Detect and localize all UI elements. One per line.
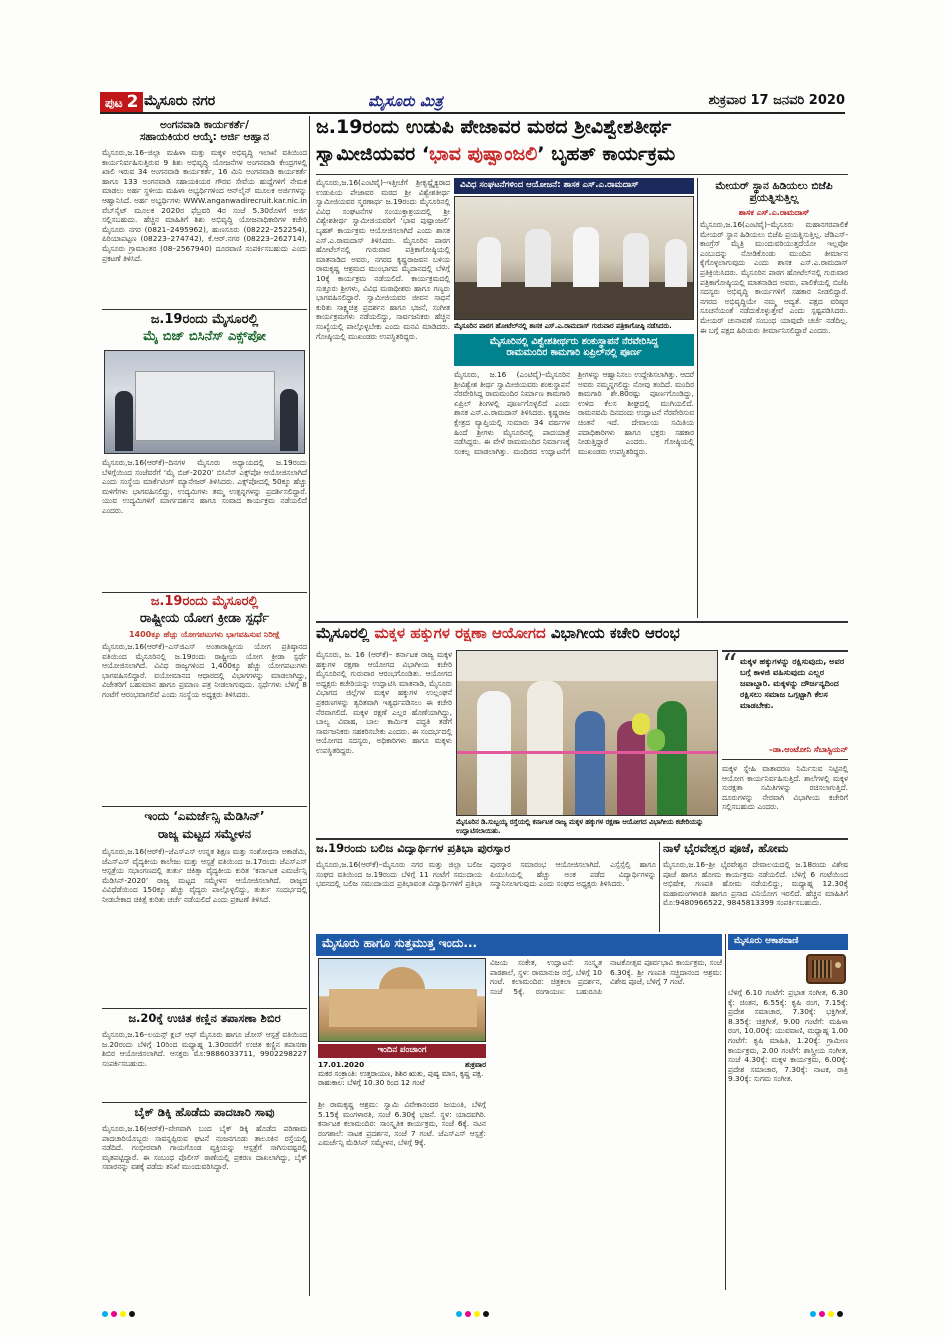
lead-headline-part: ’ ಬೃಹತ್ ಕಾರ್ಯಕ್ರಮ xyxy=(537,144,676,165)
person-figure xyxy=(573,227,599,287)
quote-author: –ಡಾ.ಆಂಟೋನಿ ಸೆಬಾಸ್ಟಿಯನ್ xyxy=(768,744,848,754)
child-figure xyxy=(575,711,605,816)
rama-body: ಮೈಸೂರು, ಜ.16 (ಎಂಟಿವೈ)–ಮೈಸೂರಿನ ಶ್ರೀವಿಶ್ವೇಶ ತೀರ್ಥ ಸ್ವಾಮೀಜಿಯವರು ಶಂಕುಸ್ಥಾಪನೆ ನೆರವೇರಿಸಿದ್ದ ರಾಮಮಂದಿರ ನಿರ್ಮಾಣ ಕಾಮಗಾರಿ ಏಪ್ರಿಲ್ ತಿಂಗಳಲ್ಲಿ ಪೂರ್ಣಗೊಳ್ಳಲಿದೆ ಎಂದು ಶಾಸಕ ಎಸ್.ಎ.ರಾಮದಾಸ್ ತಿಳಿಸಿದರು. ಕೃಷ್ಣರಾಜ ಕ್ಷೇತ್ರದ ವ್ಯಾಪ್ತಿಯಲ್ಲಿ ಸುಮಾರು 34 ವರ್ಷಗಳ ಹಿಂದೆ ಶ್ರೀಗಳು ಮೈಸೂರಿನಲ್ಲಿ ಪಾದಯಾತ್ರೆ ನಡೆಸಿದ್ದರು. ಈ ವೇಳೆ ರಾಮಮಂದಿರ ನಿರ್ಮಾಣಕ್ಕೆ ಸಂಕಲ್ಪ ಮಾಡಲಾಗಿತ್ತು. ಮಂದಿರದ ಉದ್ಘಾಟನೆಗೆ ಶ್ರೀಗಳನ್ನು ಆಹ್ವಾನಿಸಲು ಉದ್ದೇಶಿಸಲಾಗಿತ್ತು. ಆದರೆ ಅವರು ನಮ್ಮನ್ನಗಲಿದ್ದು ನೋವು ತಂದಿದೆ. ಮಂದಿರ ಕಾಮಗಾರಿ ಶೇ.80ರಷ್ಟು ಪೂರ್ಣಗೊಂಡಿದ್ದು, ಉಳಿದ ಕೆಲಸ ಶೀಘ್ರದಲ್ಲಿ ಮುಗಿಯಲಿದೆ. ರಾಮನವಮಿ ದಿನದಂದು ಉದ್ಘಾಟನೆ ನೆರವೇರಿಸುವ ಚಿಂತನೆ ಇದೆ. ದೇವಾಲಯ ಸಮಿತಿಯ ಪದಾಧಿಕಾರಿಗಳು ಹಾಗೂ ಭಕ್ತರು ಸಹಕಾರ ನೀಡುತ್ತಿದ್ದಾರೆ ಎಂದರು. ಗೋಷ್ಠಿಯಲ್ಲಿ ಮುಖಂಡರು ಉಪಸ್ಥಿತರಿದ್ದರು. xyxy=(454,370,694,456)
radio-knob-icon xyxy=(835,962,841,968)
black-dot xyxy=(483,1311,489,1317)
rama-headline xyxy=(454,334,694,366)
yellow-dot xyxy=(120,1311,126,1317)
column-divider xyxy=(697,178,698,618)
panchanga-text: ಮಕರ ಸಂಕ್ರಾಂತಿ: ಉತ್ತರಾಯಣ, ಶಿಶಿರ ಋತು, ಪುಷ್ಯ ಮಾಸ, ಕೃಷ್ಣ ಪಕ್ಷ. ರಾಹುಕಾಲ: ಬೆಳಿಗ್ಗೆ 10.30 ರಿಂದ 12 ಗಂಟೆ xyxy=(318,1069,484,1087)
cyan-dot xyxy=(810,1311,816,1317)
mysore-palace-photo xyxy=(318,958,486,1042)
lead-headline-highlight: ಭಾವ ಪುಷ್ಪಾಂಜಲಿ xyxy=(429,144,538,165)
masthead xyxy=(100,92,845,114)
yoga-headline-line1: ಜ.19ರಂದು ಮೈಸೂರಲ್ಲಿ xyxy=(150,595,259,609)
balloon-figure xyxy=(632,713,650,735)
panchanga-day: ಶುಕ್ರವಾರ xyxy=(464,1060,486,1069)
person-figure xyxy=(623,233,649,287)
press-meet-caption: ಮೈಸೂರಿನ ಪಾಠಗ ಹೋಟೆಲ್‌ನಲ್ಲಿ ಶಾಸಕ ಎಸ್.ಎ.ರಾಮದಾಸ್ ಗುರುವಾರ ಪತ್ರಿಕಾಗೋಷ್ಠಿ ನಡೆಸಿದರು. xyxy=(454,322,672,330)
divider xyxy=(102,806,307,807)
today-banner: ಮೈಸೂರು ಹಾಗೂ ಸುತ್ತಮುತ್ತ ಇಂದು... xyxy=(316,934,722,956)
divider xyxy=(102,309,307,310)
bhairaveshwara-body: ಮೈಸೂರು,ಜ.16–ಶ್ರೀ ಭೈರವೇಶ್ವರ ದೇವಾಲಯದಲ್ಲಿ ಜ.18ರಂದು ವಿಶೇಷ ಪೂಜೆ ಹಾಗೂ ಹೋಮ ಕಾರ್ಯಕ್ರಮ ನಡೆಯಲಿದೆ. ಬೆಳಿಗ್ಗೆ 6 ಗಂಟೆಯಿಂದ ಅಭಿಷೇಕ, ಗಣಪತಿ ಹೋಮ ನಡೆಯಲಿದ್ದು, ಮಧ್ಯಾಹ್ನ 12.30ಕ್ಕೆ ಮಹಾಮಂಗಳಾರತಿ ಹಾಗೂ ಪ್ರಸಾದ ವಿನಿಯೋಗ ಇರಲಿದೆ. ಹೆಚ್ಚಿನ ಮಾಹಿತಿಗೆ ಮೊ:9480966522, 9845813399 ಸಂಪರ್ಕಿಸಬಹುದು. xyxy=(663,860,848,908)
magenta-dot xyxy=(111,1311,117,1317)
page-label: ಪುಟ xyxy=(105,96,123,110)
lead-headline-line1: ಜ.19ರಂದು ಉಡುಪಿ ಪೇಜಾವರ ಮಠದ ಶ್ರೀವಿಶ್ವೇಶತೀರ್ಥ xyxy=(316,117,672,138)
child-figure xyxy=(657,701,687,816)
today-col2: ವಿಜಯ ಸಂಕೇತ, ಉದ್ಘಾಟನೆ: ಸಂಸ್ಕೃತ ಪಾಠಶಾಲೆ, ಸ್ಥಳ: ರಾಮಾನುಜ ರಸ್ತೆ, ಬೆಳಿಗ್ಗೆ 10 ಗಂಟೆ. ಕಲಾಮಂದಿರ: ಚಿತ್ರಕಲಾ ಪ್ರದರ್ಶನ, ಸಂಜೆ 5ಕ್ಕೆ. ರಂಗಾಯಣ: ಬಹುರೂಪಿ ನಾಟಕೋತ್ಸವ ಪೂರ್ವಭಾವಿ ಕಾರ್ಯಕ್ರಮ, ಸಂಜೆ 6.30ಕ್ಕೆ. ಶ್ರೀ ಗಣಪತಿ ಸಚ್ಚಿದಾನಂದ ಆಶ್ರಮ: ವಿಶೇಷ ಪೂಜೆ, ಬೆಳಿಗ್ಗೆ 7 ಗಂಟೆ. xyxy=(490,958,722,996)
divider xyxy=(102,1102,307,1103)
page-badge xyxy=(100,92,143,112)
person-figure xyxy=(280,389,298,451)
eyecamp-body: ಮೈಸೂರು,ಜ.16–ಲಯನ್ಸ್ ಕ್ಲಬ್ ಆಫ್ ಮೈಸೂರು ಹಾಗೂ ಜೋಸ್ ಆಸ್ಪತ್ರೆ ವತಿಯಿಂದ ಜ.20ರಂದು ಬೆಳಿಗ್ಗೆ 10ರಿಂದ ಮಧ್ಯಾಹ್ನ 1.30ರವರೆಗೆ ಉಚಿತ ಕಣ್ಣಿನ ತಪಾಸಣಾ ಶಿಬಿರ ಆಯೋಜಿಸಲಾಗಿದೆ. ಆಸಕ್ತರು ಮೊ:9886033711, 9902298227 ಸಂಪರ್ಕಿಸಬಹುದು. xyxy=(102,1030,307,1068)
rama-headline-line2: ರಾಮಮಂದಿರ ಕಾಮಗಾರಿ ಏಪ್ರಿಲ್‌ನಲ್ಲಿ ಪೂರ್ಣ xyxy=(506,347,642,359)
section-title: ಮೈಸೂರು ನಗರ xyxy=(144,93,216,109)
yellow-dot xyxy=(828,1311,834,1317)
expo-photo xyxy=(104,350,305,454)
children-headline-highlight: ಮಕ್ಕಳ ಹಕ್ಕುಗಳ ರಕ್ಷಣಾ ಆಯೋಗದ xyxy=(374,625,546,642)
person-figure xyxy=(525,229,551,287)
divider xyxy=(316,621,848,623)
divider xyxy=(316,838,848,840)
panchanga-title: ಇಂದಿನ ಪಂಚಾಂಗ xyxy=(318,1044,486,1058)
panchanga-date: 17.01.2020 xyxy=(318,1060,365,1069)
medicine-headline-line2: ರಾಜ್ಯ ಮಟ್ಟದ ಸಮ್ಮೇಳನ xyxy=(157,828,252,841)
radio-icon xyxy=(806,954,846,984)
bhairaveshwara-headline: ನಾಳೆ ಭೈರವೇಶ್ವರ ಪೂಜೆ, ಹೋಮ xyxy=(663,842,789,855)
medicine-body: ಮೈಸೂರು,ಜ.16(ಆರ್‌ಕೆ)–ಜೆಎಸ್‌ಎಸ್ ಉನ್ನತ ಶಿಕ್ಷಣ ಮತ್ತು ಸಂಶೋಧನಾ ಅಕಾಡೆಮಿ, ಜೆಎಸ್‌ಎಸ್ ವೈದ್ಯಕೀಯ ಕಾಲೇಜು ಮತ್ತು ಆಸ್ಪತ್ರೆ ವತಿಯಿಂದ ಜ.17ರಂದು ಜೆಎಸ್‌ಎಸ್ ಆಸ್ಪತ್ರೆಯ ಸಭಾಂಗಣದಲ್ಲಿ ತುರ್ತು ಚಿಕಿತ್ಸಾ ವೈದ್ಯಕೀಯ ಕುರಿತ ‘ಕರ್ನಾಟಕ ಎಮರ್ಜೆನ್ಸಿ ಮೆಡಿಸಿನ್-2020’ ರಾಜ್ಯ ಮಟ್ಟದ ಸಮ್ಮೇಳನ ಆಯೋಜಿಸಲಾಗಿದೆ. ರಾಜ್ಯದ ವಿವಿಧೆಡೆಯಿಂದ 150ಕ್ಕೂ ಹೆಚ್ಚು ವೈದ್ಯರು ಪಾಲ್ಗೊಳ್ಳಲಿದ್ದು, ತುರ್ತು ಸಂದರ್ಭದಲ್ಲಿ ನೀಡಬೇಕಾದ ಚಿಕಿತ್ಸೆ ಕುರಿತು ಚರ್ಚೆ ನಡೆಯಲಿದೆ ಎಂದು ಪ್ರಕಟಣೆ ತಿಳಿಸಿದೆ. xyxy=(102,847,307,904)
ribbon-figure xyxy=(457,751,718,754)
inauguration-caption: ಮೈಸೂರಿನ ಡಿ.ಸುಬ್ಬಯ್ಯ ರಸ್ತೆಯಲ್ಲಿ ಕರ್ನಾಟಕ ರಾಜ್ಯ ಮಕ್ಕಳ ಹಕ್ಕುಗಳ ರಕ್ಷಣಾ ಆಯೋಗದ ವಿಭಾಗೀಯ ಕಚೇರಿಯನ್ನು ಉದ್ಘಾಟಿಸಲಾಯಿತು. xyxy=(456,818,704,835)
black-dot xyxy=(837,1311,843,1317)
eyecamp-headline: ಜ.20ಕ್ಕೆ ಉಚಿತ ಕಣ್ಣಿನ ತಪಾಸಣಾ ಶಿಬಿರ xyxy=(128,1012,281,1025)
press-meet-photo xyxy=(454,196,694,320)
expo-body: ಮೈಸೂರು,ಜ.16(ಆರ್‌ಕೆ)–ದಿನಗಳ ಮೈಸೂರು ಅಧ್ಯಾಯದಲ್ಲಿ ಜ.19ರಂದು ಬೆಳಿಗ್ಗೆಯಿಂದ ಸಂಜೆವರೆಗೆ ‘ಮೈ ಬಿಜ್-2020’ ಬಿಸಿನೆಸ್ ಎಕ್ಸ್‌ಪೋ ಆಯೋಜಿಸಲಾಗಿದೆ ಎಂದು ಸಂಸ್ಥೆಯ ಮಾರ್ಕೆಟಿಂಗ್ ಮ್ಯಾನೇಜರ್ ತಿಳಿಸಿದರು. ಎಕ್ಸ್‌ಪೋದಲ್ಲಿ 50ಕ್ಕೂ ಹೆಚ್ಚು ಮಳಿಗೆಗಳು ಭಾಗವಹಿಸಲಿದ್ದು, ಉದ್ಯಮಿಗಳು ತಮ್ಮ ಉತ್ಪನ್ನಗಳನ್ನು ಪ್ರದರ್ಶಿಸಲಿದ್ದಾರೆ. ಯುವ ಉದ್ಯಮಿಗಳಿಗೆ ಮಾರ್ಗದರ್ಶನ ಹಾಗೂ ಸಂವಾದ ಕಾರ್ಯಕ್ರಮ ನಡೆಯಲಿದೆ ಎಂದರು. xyxy=(102,458,307,515)
person-figure xyxy=(115,391,133,451)
column-divider xyxy=(309,116,310,1296)
expo-poster xyxy=(135,371,275,441)
mayor-body: ಮೈಸೂರು,ಜ.16(ಎಂಟಿವೈ)–ಮೈಸೂರು ಮಹಾನಗರಪಾಲಿಕೆ ಮೇಯರ್ ಸ್ಥಾನ ಹಿಡಿಯಲು ಬಿಜೆಪಿ ಪ್ರಯತ್ನಿಸುತ್ತಿಲ್ಲ. ಜೆಡಿಎಸ್-ಕಾಂಗ್ರೆಸ್ ಮೈತ್ರಿ ಮುಂದುವರಿಯುತ್ತದೆಯೋ ಇಲ್ಲವೋ ಎಂಬುದನ್ನು ನೋಡಿಕೊಂಡು ಮುಂದಿನ ತೀರ್ಮಾನ ಕೈಗೊಳ್ಳಲಾಗುವುದು ಎಂದು ಶಾಸಕ ಎಸ್.ಎ.ರಾಮದಾಸ್ ಪ್ರತಿಕ್ರಿಯಿಸಿದರು. ಮೈಸೂರಿನ ಪಾಠಗ ಹೋಟೆಲ್‌ನಲ್ಲಿ ಗುರುವಾರ ಪತ್ರಿಕಾಗೋಷ್ಠಿಯಲ್ಲಿ ಮಾತನಾಡಿದ ಅವರು, ಪಾಲಿಕೆಯಲ್ಲಿ ಬಿಜೆಪಿ ಸದಸ್ಯರು ಅಭಿವೃದ್ಧಿ ಕಾರ್ಯಗಳಿಗೆ ಸಹಕಾರ ನೀಡಲಿದ್ದಾರೆ. ನಗರದ ಅಭಿವೃದ್ಧಿಯೇ ನಮ್ಮ ಆದ್ಯತೆ. ಪಕ್ಷದ ವರಿಷ್ಠರ ಸೂಚನೆಯಂತೆ ನಡೆದುಕೊಳ್ಳುತ್ತೇವೆ ಎಂದು ಸ್ಪಷ್ಟಪಡಿಸಿದರು. ಮೇಯರ್ ಚುನಾವಣೆ ಸಂಬಂಧ ಯಾವುದೇ ಚರ್ಚೆ ನಡೆದಿಲ್ಲ. ಈ ಬಗ್ಗೆ ಪಕ್ಷದ ಹಿರಿಯರು ತೀರ್ಮಾನಿಸಲಿದ್ದಾರೆ ಎಂದರು. xyxy=(700,220,848,335)
panchanga-box xyxy=(318,1060,486,1098)
yoga-body: ಮೈಸೂರು,ಜ.16(ಆರ್‌ಕೆ)–ಎಸ್‌ಜಿಎಸ್ ಅಂತಾರಾಷ್ಟ್ರೀಯ ಯೋಗ ಪ್ರತಿಷ್ಠಾನದ ವತಿಯಿಂದ ಮೈಸೂರಿನಲ್ಲಿ ಜ.19ರಂದು ರಾಷ್ಟ್ರೀಯ ಯೋಗ ಕ್ರೀಡಾ ಸ್ಪರ್ಧೆ ಆಯೋಜಿಸಲಾಗಿದೆ. ವಿವಿಧ ರಾಜ್ಯಗಳಿಂದ 1,400ಕ್ಕೂ ಹೆಚ್ಚು ಯೋಗಪಟುಗಳು ಭಾಗವಹಿಸಲಿದ್ದಾರೆ. ವಯೋಮಾನದ ಆಧಾರದಲ್ಲಿ ವಿಭಾಗಗಳನ್ನು ಮಾಡಲಾಗಿದ್ದು, ವಿಜೇತರಿಗೆ ಬಹುಮಾನ ಹಾಗೂ ಪ್ರಮಾಣ ಪತ್ರ ನೀಡಲಾಗುವುದು. ಸ್ಪರ್ಧೆಗಳು ಬೆಳಿಗ್ಗೆ 8 ಗಂಟೆಗೆ ಆರಂಭವಾಗಲಿವೆ ಎಂದು ಸಂಸ್ಥೆಯ ಅಧ್ಯಕ್ಷರು ತಿಳಿಸಿದರು. xyxy=(102,642,307,699)
radio-body: ಬೆಳಿಗ್ಗೆ 6.10 ಗಂಟೆಗೆ: ಪ್ರಭಾತ ಸಂಗೀತ, 6.30 ಕ್ಕೆ: ಚಿಂತನ, 6.55ಕ್ಕೆ: ಕೃಷಿ ರಂಗ, 7.15ಕ್ಕೆ: ಪ್ರದೇಶ ಸಮಾಚಾರ, 7.30ಕ್ಕೆ: ಭಕ್ತಿಗೀತೆ, 8.35ಕ್ಕೆ: ಚಿತ್ರಗೀತೆ, 9.00 ಗಂಟೆಗೆ: ಮಹಿಳಾ ರಂಗ, 10.00ಕ್ಕೆ: ಯುವವಾಣಿ, ಮಧ್ಯಾಹ್ನ 1.00 ಗಂಟೆಗೆ: ಕೃಷಿ ಮಾಹಿತಿ, 1.20ಕ್ಕೆ: ಗ್ರಾಮೀಣ ಕಾರ್ಯಕ್ರಮ, 2.00 ಗಂಟೆಗೆ: ಶಾಸ್ತ್ರೀಯ ಸಂಗೀತ, ಸಂಜೆ 4.30ಕ್ಕೆ: ಮಕ್ಕಳ ಕಾರ್ಯಕ್ರಮ, 6.00ಕ್ಕೆ: ಪ್ರದೇಶ ಸಮಾಚಾರ, 7.30ಕ್ಕೆ: ನಾಟಕ, ರಾತ್ರಿ 9.30ಕ್ಕೆ: ಸುಗಮ ಸಂಗೀತ. xyxy=(728,988,848,1084)
lead-headline-line2 xyxy=(316,144,848,166)
page-number: 2 xyxy=(126,92,139,112)
lead-body: ಮೈಸೂರು,ಜ.16(ಎಂಟಿವೈ)–ಇತ್ತೀಚೆಗೆ ಶ್ರೀಕೃಷ್ಣೈಕ್ಯರಾದ ಉಡುಪಿಯ ಪೇಜಾವರ ಮಠದ ಶ್ರೀ ವಿಶ್ವೇಶತೀರ್ಥ ಸ್ವಾಮೀಜಿಯವರ ಸ್ಮರಣಾರ್ಥ ಜ.19ರಂದು ಮೈಸೂರಿನಲ್ಲಿ ವಿವಿಧ ಸಂಘಟನೆಗಳ ಸಂಯುಕ್ತಾಶ್ರಯದಲ್ಲಿ ಶ್ರೀ ವಿಶ್ವೇಶತೀರ್ಥ ಸ್ವಾಮೀಜಿಯವರಿಗೆ ‘ಭಾವ ಪುಷ್ಪಾಂಜಲಿ’ ಬೃಹತ್ ಕಾರ್ಯಕ್ರಮ ಆಯೋಜಿಸಲಾಗಿದೆ ಎಂದು ಶಾಸಕ ಎಸ್.ಎ.ರಾಮದಾಸ್ ತಿಳಿಸಿದರು. ಮೈಸೂರಿನ ಪಾಠಗ ಹೋಟೆಲ್‌ನಲ್ಲಿ ಗುರುವಾರ ಪತ್ರಿಕಾಗೋಷ್ಠಿಯಲ್ಲಿ ಮಾತನಾಡಿದ ಅವರು, ನಗರದ ಕೃಷ್ಣರಾಜವನ ಬಳಿಯ ರಾಮಕೃಷ್ಣ ಆಶ್ರಮದ ಮುಂಭಾಗದ ಮೈದಾನದಲ್ಲಿ ಬೆಳಿಗ್ಗೆ 10ಕ್ಕೆ ಕಾರ್ಯಕ್ರಮ ನಡೆಯಲಿದೆ. ಕಾರ್ಯಕ್ರಮದಲ್ಲಿ ಸುತ್ತೂರು ಶ್ರೀಗಳು, ವಿವಿಧ ಮಠಾಧೀಶರು ಹಾಗೂ ಗಣ್ಯರು ಭಾಗವಹಿಸಲಿದ್ದಾರೆ. ಸ್ವಾಮೀಜಿಯವರ ಜೀವನ ಸಾಧನೆ ಕುರಿತು ಸಾಕ್ಷ್ಯಚಿತ್ರ ಪ್ರದರ್ಶನ ಹಾಗೂ ಭಜನೆ, ಸಂಗೀತ ಕಾರ್ಯಕ್ರಮಗಳು ನಡೆಯಲಿದ್ದು, ಸಾರ್ವಜನಿಕರು ಹೆಚ್ಚಿನ ಸಂಖ್ಯೆಯಲ್ಲಿ ಪಾಲ್ಗೊಳ್ಳಬೇಕು ಎಂದು ಮನವಿ ಮಾಡಿದರು. ಗೋಷ್ಠಿಯಲ್ಲಿ ಮುಖಂಡರು ಉಪಸ್ಥಿತರಿದ್ದರು. xyxy=(316,178,450,341)
registration-marks xyxy=(102,1302,138,1310)
child-figure xyxy=(617,721,645,816)
person-figure xyxy=(527,681,563,816)
talent-body: ಮೈಸೂರು,ಜ.16(ಆರ್‌ಕೆ)–ಮೈಸೂರು ನಗರ ಮತ್ತು ಜಿಲ್ಲಾ ಬಲಿಜ ಸಂಘದ ವತಿಯಿಂದ ಜ.19ರಂದು ಬೆಳಿಗ್ಗೆ 11 ಗಂಟೆಗೆ ಸಮುದಾಯ ಭವನದಲ್ಲಿ ಬಲಿಜ ಸಮುದಾಯದ ಪ್ರತಿಭಾವಂತ ವಿದ್ಯಾರ್ಥಿಗಳಿಗೆ ಪ್ರತಿಭಾ ಪುರಸ್ಕಾರ ಸಮಾರಂಭ ಆಯೋಜಿಸಲಾಗಿದೆ. ಎಸ್ಸೆಸ್ಸೆಲ್ಸಿ ಹಾಗೂ ಪಿಯುಸಿಯಲ್ಲಿ ಹೆಚ್ಚು ಅಂಕ ಪಡೆದ ವಿದ್ಯಾರ್ಥಿಗಳನ್ನು ಸನ್ಮಾನಿಸಲಾಗುವುದು ಎಂದು ಸಂಘದ ಅಧ್ಯಕ್ಷರು ತಿಳಿಸಿದರು. xyxy=(316,860,656,889)
children-headline-part: ವಿಭಾಗೀಯ ಕಚೇರಿ ಆರಂಭ xyxy=(545,625,680,642)
yoga-headline-line2: ರಾಷ್ಟ್ರೀಯ ಯೋಗ ಕ್ರೀಡಾ ಸ್ಪರ್ಧೆ xyxy=(139,612,270,626)
today-col1: ಶ್ರೀ ರಾಮಕೃಷ್ಣ ಆಶ್ರಮ: ಸ್ವಾಮಿ ವಿವೇಕಾನಂದರ ಜಯಂತಿ, ಬೆಳಿಗ್ಗೆ 5.15ಕ್ಕೆ ಮಂಗಳಾರತಿ, ಸಂಜೆ 6.30ಕ್ಕೆ ಭಜನೆ. ಸ್ಥಳ: ಯಾದವಗಿರಿ. ಕರ್ನಾಟಕ ಕಲಾಮಂದಿರ: ಸಾಂಸ್ಕೃತಿಕ ಕಾರ್ಯಕ್ರಮ, ಸಂಜೆ 6ಕ್ಕೆ. ನಟನ ರಂಗಶಾಲೆ: ನಾಟಕ ಪ್ರದರ್ಶನ, ಸಂಜೆ 7 ಗಂಟೆ. ಜೆಎಸ್‌ಎಸ್ ಆಸ್ಪತ್ರೆ: ಎಮರ್ಜೆನ್ಸಿ ಮೆಡಿಸಿನ್ ಸಮ್ಮೇಳನ, ಬೆಳಿಗ್ಗೆ 9ಕ್ಕೆ. xyxy=(318,1100,486,1148)
anganwadi-headline-line1: ಅಂಗನವಾಡಿ ಕಾರ್ಯಕರ್ತೆ/ xyxy=(160,119,249,131)
children-right-body: ಮಕ್ಕಳ ಸ್ನೇಹಿ ವಾತಾವರಣ ನಿರ್ಮಿಸುವ ನಿಟ್ಟಿನಲ್ಲಿ ಆಯೋಗ ಕಾರ್ಯನಿರ್ವಹಿಸುತ್ತಿದೆ. ಶಾಲೆಗಳಲ್ಲಿ ಮಕ್ಕಳ ಸುರಕ್ಷತಾ ಸಮಿತಿಗಳನ್ನು ರಚಿಸಲಾಗುತ್ತಿದೆ. ದೂರುಗಳನ್ನು ನೇರವಾಗಿ ವಿಭಾಗೀಯ ಕಚೇರಿಗೆ ಸಲ್ಲಿಸಬಹುದು ಎಂದರು. xyxy=(722,764,848,812)
lead-headline-part: ಸ್ವಾಮೀಜಿಯವರ ‘ xyxy=(316,144,430,165)
black-dot xyxy=(129,1311,135,1317)
registration-marks xyxy=(456,1302,492,1310)
person-figure xyxy=(477,237,501,287)
registration-marks xyxy=(810,1302,846,1310)
palace-body-figure xyxy=(329,989,477,1027)
radio-title: ಮೈಸೂರು ಆಕಾಶವಾಣಿ xyxy=(728,934,848,950)
column-divider xyxy=(725,934,726,1290)
lead-kicker: ವಿವಿಧ ಸಂಘಟನೆಗಳಿಂದ ಆಯೋಜನೆ: ಶಾಸಕ ಎಸ್.ಎ.ರಾಮದಾಸ್ xyxy=(454,178,694,194)
person-figure xyxy=(665,239,687,287)
inauguration-photo xyxy=(456,650,718,816)
children-body: ಮೈಸೂರು, ಜ. 16 (ಆರ್‌ಕೆ)– ಕರ್ನಾಟಕ ರಾಜ್ಯ ಮಕ್ಕಳ ಹಕ್ಕುಗಳ ರಕ್ಷಣಾ ಆಯೋಗದ ವಿಭಾಗೀಯ ಕಚೇರಿ ಮೈಸೂರಿನಲ್ಲಿ ಗುರುವಾರ ಆರಂಭಗೊಂಡಿತು. ಆಯೋಗದ ಅಧ್ಯಕ್ಷರು ಕಚೇರಿಯನ್ನು ಉದ್ಘಾಟಿಸಿ ಮಾತನಾಡಿ, ಮೈಸೂರು ವಿಭಾಗದ ಜಿಲ್ಲೆಗಳ ಮಕ್ಕಳ ಹಕ್ಕುಗಳ ಉಲ್ಲಂಘನೆ ಪ್ರಕರಣಗಳನ್ನು ತ್ವರಿತವಾಗಿ ಇತ್ಯರ್ಥಪಡಿಸಲು ಈ ಕಚೇರಿ ನೆರವಾಗಲಿದೆ. ಮಕ್ಕಳ ರಕ್ಷಣೆ ಎಲ್ಲರ ಹೊಣೆಯಾಗಿದ್ದು, ಬಾಲ್ಯ ವಿವಾಹ, ಬಾಲ ಕಾರ್ಮಿಕ ಪದ್ಧತಿ ತಡೆಗೆ ಸಾರ್ವಜನಿಕರು ಸಹಕರಿಸಬೇಕು ಎಂದರು. ಈ ಸಂದರ್ಭದಲ್ಲಿ ಆಯೋಗದ ಸದಸ್ಯರು, ಅಧಿಕಾರಿಗಳು ಹಾಗೂ ಮಕ್ಕಳು ಉಪಸ್ಥಿತರಿದ್ದರು. xyxy=(316,650,452,755)
mayor-byline: ಶಾಸಕ ಎಸ್.ಎ.ರಾಮದಾಸ್ xyxy=(738,208,810,217)
radio-speaker-icon xyxy=(812,960,832,978)
bike-headline: ಬೈಕ್ ಡಿಕ್ಕಿ ಹೊಡೆದು ಪಾದಚಾರಿ ಸಾವು xyxy=(134,1106,275,1119)
quote-text: ಮಕ್ಕಳ ಹಕ್ಕುಗಳನ್ನು ರಕ್ಷಿಸುವುದು, ಅವರ ಬಗ್ಗೆ ಕಾಳಜಿ ವಹಿಸುವುದು ಎಲ್ಲರ ಜವಾಬ್ದಾರಿ. ಮಕ್ಕಳನ್ನು ದೌರ್ಜನ್ಯದಿಂದ ರಕ್ಷಿಸಲು ಸಮಾಜ ಒಗ್ಗಟ್ಟಾಗಿ ಕೆಲಸ ಮಾಡಬೇಕು. xyxy=(740,656,845,710)
anganwadi-headline xyxy=(102,119,307,143)
divider xyxy=(102,1008,307,1009)
radio-intro xyxy=(728,954,804,990)
divider xyxy=(102,592,307,593)
children-headline xyxy=(316,625,848,642)
wall-figure xyxy=(457,651,718,681)
cyan-dot xyxy=(102,1311,108,1317)
balloon-figure xyxy=(647,729,665,751)
rama-headline-line1: ಮೈಸೂರಿನಲ್ಲಿ ವಿಶ್ವೇಶತೀರ್ಥರು ಶಂಕುಸ್ಥಾಪನೆ ನೆರವೇರಿಸಿದ್ದ xyxy=(489,336,659,347)
quote-mark-icon: “ xyxy=(722,648,738,683)
magenta-dot xyxy=(819,1311,825,1317)
quote-box xyxy=(722,650,848,760)
children-body-extra xyxy=(316,802,452,834)
column-divider xyxy=(659,842,660,932)
children-headline-part: ಮೈಸೂರಲ್ಲಿ xyxy=(316,625,375,642)
magenta-dot xyxy=(465,1311,471,1317)
medicine-headline-line1: ಇಂದು ‘ಎಮರ್ಜೆನ್ಸಿ ಮೆಡಿಸಿನ್’ xyxy=(144,810,265,823)
divider xyxy=(316,174,848,175)
anganwadi-headline-line2: ಸಹಾಯಕಿಯರ ಆಯ್ಕೆ: ಅರ್ಜಿ ಆಹ್ವಾನ xyxy=(139,131,270,144)
mayor-headline: ಮೇಯರ್ ಸ್ಥಾನ ಹಿಡಿಯಲು ಬಿಜೆಪಿ ಪ್ರಯತ್ನಿಸುತ್ತಿಲ್ಲ xyxy=(715,180,833,205)
anganwadi-body: ಮೈಸೂರು,ಜ.16–ಜಿಲ್ಲಾ ಮಹಿಳಾ ಮತ್ತು ಮಕ್ಕಳ ಅಭಿವೃದ್ಧಿ ಇಲಾಖೆ ವತಿಯಿಂದ ಕಾರ್ಯನಿರ್ವಹಿಸುತ್ತಿರುವ 9 ಶಿಶು ಅಭಿವೃದ್ಧಿ ಯೋಜನೆಗಳ ಅಂಗನವಾಡಿ ಕೇಂದ್ರಗಳಲ್ಲಿ ಖಾಲಿ ಇರುವ 34 ಅಂಗನವಾಡಿ ಕಾರ್ಯಕರ್ತೆ, 16 ಮಿನಿ ಅಂಗನವಾಡಿ ಕಾರ್ಯಕರ್ತೆ ಹಾಗೂ 133 ಅಂಗನವಾಡಿ ಸಹಾಯಕಿಯರ ಗೌರವ ಸೇವೆಯ ಹುದ್ದೆಗಳಿಗೆ ನೇಮಕ ಮಾಡಲು ಅರ್ಹ ಸ್ಥಳೀಯ ಮಹಿಳಾ ಅಭ್ಯರ್ಥಿಗಳಿಂದ ಆನ್‌ಲೈನ್ ಮೂಲಕ ಅರ್ಜಿಗಳನ್ನು ಆಹ್ವಾನಿಸಿದೆ. ಅರ್ಹ ಅಭ್ಯರ್ಥಿಗಳು WWW.anganwadirecruit.kar.nic.in ವೆಬ್‌ಸೈಟ್ ಮೂಲಕ 2020ರ ಫೆಬ್ರವರಿ 4ರ ಸಂಜೆ 5.30ರೊಳಗೆ ಅರ್ಜಿ ಸಲ್ಲಿಸಬಹುದು. ಹೆಚ್ಚಿನ ಮಾಹಿತಿಗೆ ಶಿಶು ಅಭಿವೃದ್ಧಿ ಯೋಜನಾಧಿಕಾರಿಗಳ ಕಚೇರಿ ಮೈಸೂರು ನಗರ (0821–2495962), ಹುಣಸೂರು (08222–252254), ಪಿರಿಯಾಪಟ್ಟಣ (08223–274742), ಕೆ.ಆರ್.ನಗರ (08223–262714), ಮೈಸೂರು ಗ್ರಾಮಾಂತರ (08–2567940) ದೂರವಾಣಿ ಸಂಪರ್ಕಿಸಬಹುದು ಎಂದು ಪ್ರಕಟಣೆ ತಿಳಿಸಿದೆ. xyxy=(102,148,307,263)
paper-name: ಮೈಸೂರು ಮಿತ್ರ xyxy=(368,92,443,110)
talent-headline: ಜ.19ರಂದು ಬಲಿಜ ವಿದ್ಯಾರ್ಥಿಗಳ ಪ್ರತಿಭಾ ಪುರಸ್ಕಾರ xyxy=(316,842,511,855)
expo-headline-line1: ಜ.19ರಂದು ಮೈಸೂರಲ್ಲಿ xyxy=(150,313,259,327)
yellow-dot xyxy=(474,1311,480,1317)
cyan-dot xyxy=(456,1311,462,1317)
bike-body: ಮೈಸೂರು,ಜ.16(ಆರ್‌ಕೆ)–ವೇಗವಾಗಿ ಬಂದ ಬೈಕ್ ಡಿಕ್ಕಿ ಹೊಡೆದ ಪರಿಣಾಮ ಪಾದಚಾರಿಯೊಬ್ಬರು ಸಾವನ್ನಪ್ಪಿರುವ ಘಟನೆ ನಂಜನಗೂಡು ತಾಲೂಕಿನ ರಸ್ತೆಯಲ್ಲಿ ನಡೆದಿದೆ. ಗಂಭೀರವಾಗಿ ಗಾಯಗೊಂಡ ವ್ಯಕ್ತಿಯನ್ನು ಆಸ್ಪತ್ರೆಗೆ ಸಾಗಿಸುವಷ್ಟರಲ್ಲಿ ಮೃತಪಟ್ಟಿದ್ದಾರೆ. ಈ ಸಂಬಂಧ ಪೊಲೀಸ್ ಠಾಣೆಯಲ್ಲಿ ಪ್ರಕರಣ ದಾಖಲಾಗಿದ್ದು, ಬೈಕ್ ಸವಾರನನ್ನು ವಶಕ್ಕೆ ಪಡೆದು ತನಿಖೆ ಮುಂದುವರಿಸಿದ್ದಾರೆ. xyxy=(102,1124,307,1172)
yoga-subhead: 1400ಕ್ಕೂ ಹೆಚ್ಚು ಯೋಗಪಟುಗಳು ಭಾಗವಹಿಸುವ ನಿರೀಕ್ಷೆ xyxy=(128,630,281,639)
table-figure xyxy=(455,282,694,320)
issue-date: ಶುಕ್ರವಾರ 17 ಜನವರಿ 2020 xyxy=(708,93,845,108)
expo-headline-line2: ಮೈ ಬಿಜ್ ಬಿಸಿನೆಸ್ ಎಕ್ಸ್‌ಪೋ xyxy=(143,330,266,344)
